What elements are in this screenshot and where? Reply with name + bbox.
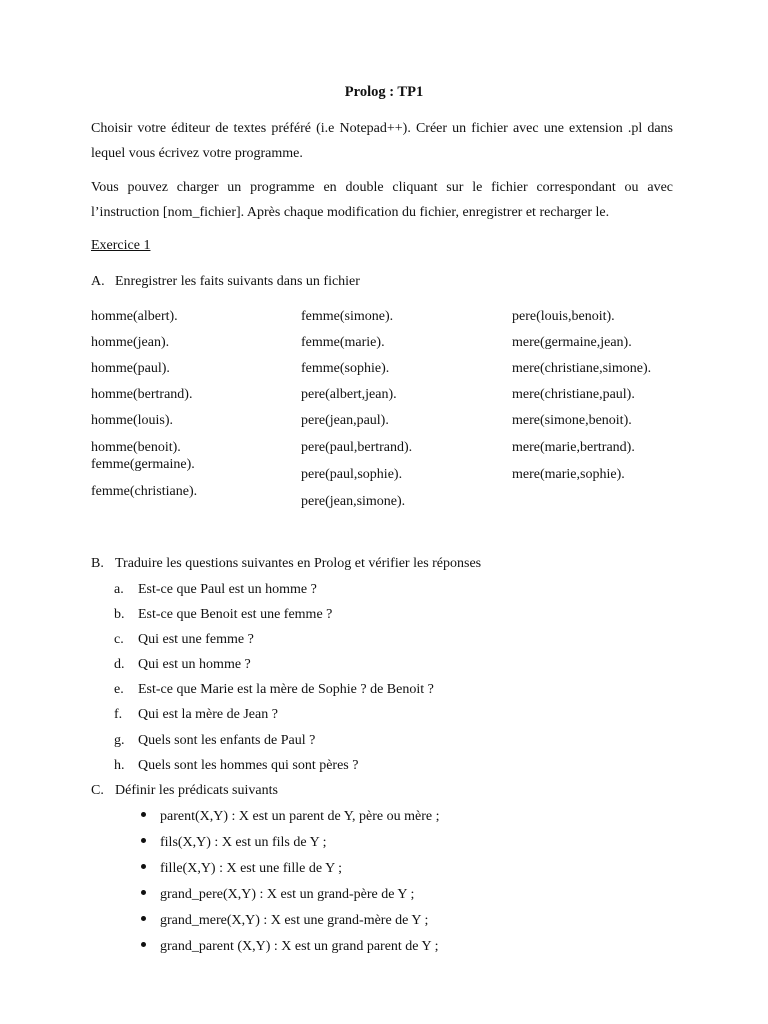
list-item — [141, 887, 414, 904]
list-item — [141, 913, 428, 930]
question-text: Est-ce que Paul est un homme ? — [138, 582, 317, 597]
predicate-text: grand_pere(X,Y) : X est un grand-père de Y ; — [160, 887, 415, 902]
fact-item: homme(albert). — [91, 309, 178, 324]
question-letter: c. — [114, 632, 124, 647]
intro-paragraph-1: Choisir votre éditeur de textes préféré (i.e Notepad++). Créer un fichier avec une extension .pl dans lequel vous écrivez votre programme. — [91, 121, 673, 161]
question-letter: e. — [114, 682, 124, 697]
fact-item: pere(louis,benoit). — [512, 309, 615, 324]
predicate-text: grand_parent (X,Y) : X est un grand parent de Y ; — [160, 939, 439, 954]
fact-item: mere(christiane,paul). — [512, 387, 635, 402]
bullet-icon — [141, 916, 146, 921]
question-letter: g. — [114, 733, 125, 748]
question-text: Est-ce que Benoit est une femme ? — [138, 607, 333, 622]
fact-item: pere(paul,sophie). — [301, 467, 403, 482]
question-text: Est-ce que Marie est la mère de Sophie ? de Benoit ? — [138, 682, 434, 697]
intro-paragraph-2: Vous pouvez charger un programme en double cliquant sur le fichier correspondant ou avec l’instruction [nom_fichier]. Après chaque modification du fichier, enregistrer et recharger le. — [91, 180, 673, 220]
fact-item: femme(marie). — [301, 335, 385, 350]
predicate-text: fils(X,Y) : X est un fils de Y ; — [160, 835, 327, 850]
question-text: Quels sont les hommes qui sont pères ? — [138, 758, 359, 773]
bullet-icon — [141, 812, 146, 817]
bullet-icon — [141, 838, 146, 843]
fact-item: pere(paul,bertrand). — [301, 440, 413, 455]
fact-item: femme(simone). — [301, 309, 394, 324]
exercise-title: Exercice 1 — [91, 238, 151, 253]
question-letter: b. — [114, 607, 125, 622]
fact-item: pere(jean,paul). — [301, 413, 389, 428]
section-c-label: C. — [91, 783, 104, 798]
fact-item: mere(christiane,simone). — [512, 361, 652, 376]
list-item — [141, 939, 438, 956]
fact-item: homme(louis). — [91, 413, 174, 428]
predicate-text: parent(X,Y) : X est un parent de Y, père ou mère ; — [160, 809, 440, 824]
question-text: Qui est une femme ? — [138, 632, 254, 647]
fact-item: homme(jean). — [91, 335, 170, 350]
fact-item: femme(germaine). — [91, 457, 195, 472]
section-a-label: A. — [91, 274, 105, 289]
question-letter: h. — [114, 758, 125, 773]
fact-item: mere(germaine,jean). — [512, 335, 632, 350]
list-item — [141, 861, 342, 878]
page-title: Prolog : TP1 — [344, 84, 424, 100]
fact-item: femme(christiane). — [91, 484, 198, 499]
question-letter: d. — [114, 657, 125, 672]
question-text: Qui est un homme ? — [138, 657, 251, 672]
question-text: Quels sont les enfants de Paul ? — [138, 733, 316, 748]
question-letter: f. — [114, 707, 123, 722]
section-b-heading: Traduire les questions suivantes en Prolog et vérifier les réponses — [115, 556, 482, 571]
bullet-icon — [141, 942, 146, 947]
list-item — [141, 809, 440, 826]
fact-item: homme(benoit). — [91, 440, 181, 455]
fact-item: pere(jean,simone). — [301, 494, 406, 509]
fact-item: homme(bertrand). — [91, 387, 193, 402]
section-b-label: B. — [91, 556, 104, 571]
fact-item: mere(marie,sophie). — [512, 467, 625, 482]
predicate-text: grand_mere(X,Y) : X est une grand-mère de Y ; — [160, 913, 429, 928]
list-item — [141, 835, 327, 852]
question-letter: a. — [114, 582, 124, 597]
section-a-heading: Enregistrer les faits suivants dans un fichier — [115, 274, 360, 289]
fact-item: femme(sophie). — [301, 361, 390, 376]
fact-item: homme(paul). — [91, 361, 170, 376]
predicate-text: fille(X,Y) : X est une fille de Y ; — [160, 861, 343, 876]
question-text: Qui est la mère de Jean ? — [138, 707, 278, 722]
fact-item: mere(marie,bertrand). — [512, 440, 635, 455]
section-c-heading: Définir les prédicats suivants — [115, 783, 278, 798]
fact-item: pere(albert,jean). — [301, 387, 397, 402]
bullet-icon — [141, 864, 146, 869]
bullet-icon — [141, 890, 146, 895]
fact-item: mere(simone,benoit). — [512, 413, 632, 428]
